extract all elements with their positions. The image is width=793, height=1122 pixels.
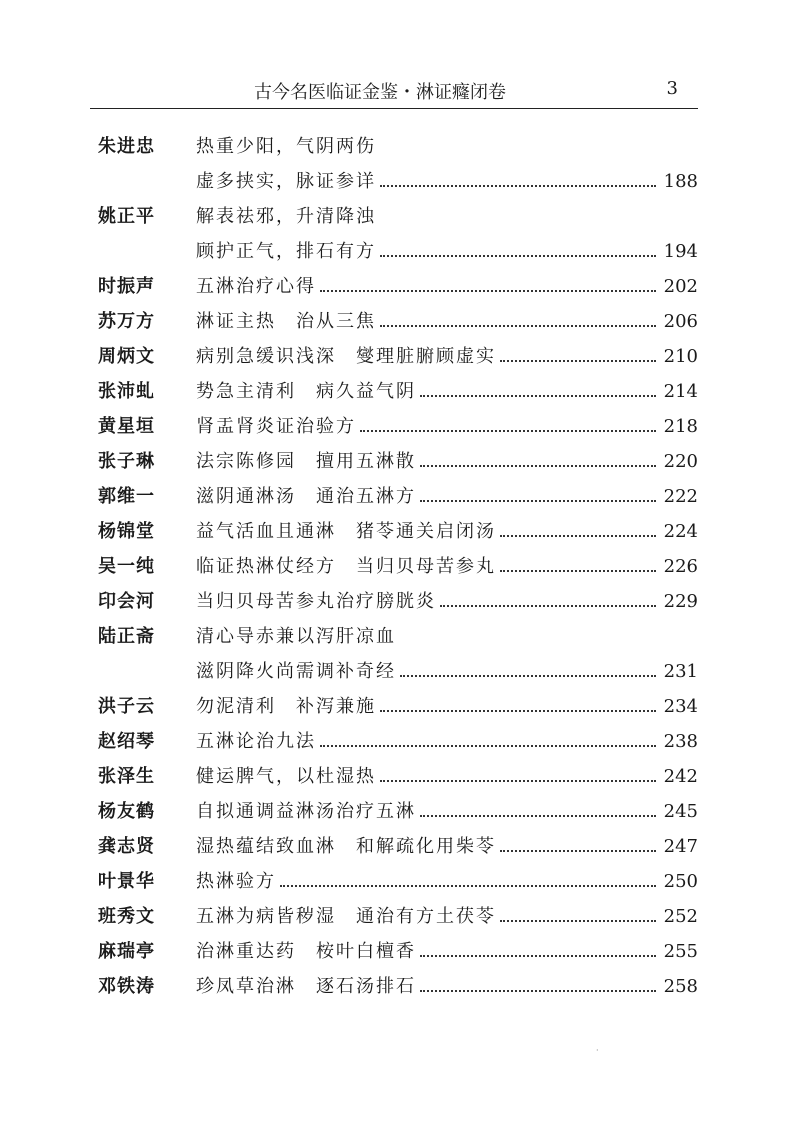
toc-line [98,968,698,1003]
toc-title: 益气活血且通淋 猪苓通关启闭汤 [196,521,496,542]
toc-leader-dots [420,990,656,992]
toc-entry [98,898,698,933]
toc-page-number: 242 [663,766,698,787]
toc-title: 珍凤草治淋 逐石汤排石 [196,976,416,997]
toc-author: 杨友鹤 [98,801,155,822]
toc-page-number: 238 [663,731,698,752]
toc-title-row [196,867,698,893]
toc-title-row [196,272,698,298]
toc-leader-dots [500,920,656,922]
toc-entry [98,618,698,688]
toc-author: 赵绍琴 [98,731,155,752]
toc-page-number: 250 [663,871,698,892]
toc-entry [98,478,698,513]
toc-entry [98,793,698,828]
toc-title-row [196,167,698,193]
toc-entry [98,128,698,198]
toc-author: 时振声 [98,276,155,297]
toc-leader-dots [380,325,656,327]
toc-page-number: 234 [663,696,698,717]
toc-title: 滋阴通淋汤 通治五淋方 [196,486,416,507]
toc-author: 周炳文 [98,346,155,367]
toc-author: 麻瑞亭 [98,941,155,962]
toc-entry [98,408,698,443]
toc-entry [98,863,698,898]
toc-entry [98,968,698,1003]
toc-title-row [196,447,698,473]
toc-author: 张沛虬 [98,381,155,402]
toc-page-number: 258 [663,976,698,997]
toc-page-number: 229 [663,591,698,612]
toc-author: 朱进忠 [98,136,155,157]
toc-page-number: 231 [663,661,698,682]
toc-leader-dots [420,815,656,817]
toc-title-row [196,202,698,228]
toc-author: 苏万方 [98,311,155,332]
toc-title: 五淋为病皆秽湿 通治有方土茯苓 [196,906,496,927]
toc-leader-dots [500,360,656,362]
toc-title-row [196,692,698,718]
toc-title-row [196,762,698,788]
toc-leader-dots [420,465,656,467]
table-of-contents [98,128,698,1003]
toc-line [98,233,698,268]
toc-line [98,443,698,478]
toc-title-row [196,622,698,648]
toc-title: 湿热蕴结致血淋 和解疏化用柴苓 [196,836,496,857]
toc-entry [98,513,698,548]
toc-page-number: 247 [663,836,698,857]
toc-leader-dots [360,430,656,432]
toc-title-row [196,377,698,403]
toc-leader-dots [380,710,656,712]
toc-page-number: 188 [663,171,698,192]
toc-author: 吴一纯 [98,556,155,577]
toc-page-number: 224 [663,521,698,542]
toc-leader-dots [380,255,656,257]
toc-entry [98,933,698,968]
toc-line [98,198,698,233]
toc-line [98,828,698,863]
toc-title: 解表祛邪，升清降浊 [196,206,376,227]
toc-title-row [196,972,698,998]
toc-entry [98,338,698,373]
toc-entry [98,583,698,618]
toc-line [98,128,698,163]
toc-leader-dots [440,605,656,607]
toc-author: 邓铁涛 [98,976,155,997]
toc-title: 病别急缓识浅深 燮理脏腑顾虚实 [196,346,496,367]
toc-entry [98,828,698,863]
toc-entry [98,443,698,478]
running-header [90,72,710,108]
toc-title: 清心导赤兼以泻肝凉血 [196,626,396,647]
toc-title-row [196,132,698,158]
toc-title: 淋证主热 治从三焦 [196,311,376,332]
toc-title-row [196,517,698,543]
toc-title-row [196,832,698,858]
toc-title-row [196,552,698,578]
toc-leader-dots [280,885,656,887]
toc-title-row [196,482,698,508]
toc-line [98,863,698,898]
toc-author: 杨锦堂 [98,521,155,542]
toc-page-number: 218 [663,416,698,437]
toc-leader-dots [500,535,656,537]
toc-title: 治淋重达药 桉叶白檀香 [196,941,416,962]
toc-line [98,373,698,408]
toc-page-number: 245 [663,801,698,822]
toc-leader-dots [500,570,656,572]
toc-page-number: 226 [663,556,698,577]
toc-line [98,618,698,653]
toc-line [98,268,698,303]
toc-line [98,408,698,443]
toc-author: 张子琳 [98,451,155,472]
toc-title-row [196,727,698,753]
toc-page-number: 252 [663,906,698,927]
toc-leader-dots [380,185,656,187]
toc-title: 临证热淋仗经方 当归贝母苦参丸 [196,556,496,577]
toc-line [98,933,698,968]
toc-title: 法宗陈修园 擅用五淋散 [196,451,416,472]
toc-author: 班秀文 [98,906,155,927]
toc-page-number: 214 [663,381,698,402]
toc-entry [98,373,698,408]
toc-page-number: 206 [663,311,698,332]
toc-title: 热重少阳，气阴两伤 [196,136,376,157]
toc-title-row [196,307,698,333]
toc-title: 热淋验方 [196,871,276,892]
toc-title: 势急主清利 病久益气阴 [196,381,416,402]
page-speck: · [596,1046,599,1055]
toc-line [98,898,698,933]
toc-leader-dots [500,850,656,852]
toc-title-row [196,657,698,683]
toc-title-row [196,902,698,928]
toc-title: 滋阴降火尚需调补奇经 [196,661,396,682]
toc-line [98,793,698,828]
toc-title-row [196,937,698,963]
toc-leader-dots [320,290,656,292]
toc-line [98,653,698,688]
toc-page-number: 220 [663,451,698,472]
toc-author: 叶景华 [98,871,155,892]
toc-author: 黄星垣 [98,416,155,437]
toc-leader-dots [420,395,656,397]
toc-title: 健运脾气，以杜湿热 [196,766,376,787]
toc-entry [98,723,698,758]
toc-title-row [196,237,698,263]
toc-author: 郭维一 [98,486,155,507]
toc-line [98,548,698,583]
toc-line [98,478,698,513]
toc-entry [98,758,698,793]
toc-page-number: 194 [663,241,698,262]
toc-title: 五淋论治九法 [196,731,316,752]
toc-author: 印会河 [98,591,155,612]
toc-title-row [196,412,698,438]
toc-entry [98,688,698,723]
toc-line [98,758,698,793]
toc-title-row [196,587,698,613]
toc-line [98,303,698,338]
toc-title: 顾护正气，排石有方 [196,241,376,262]
toc-page-number: 255 [663,941,698,962]
toc-leader-dots [320,745,656,747]
toc-title: 勿泥清利 补泻兼施 [196,696,376,717]
toc-line [98,723,698,758]
toc-author: 姚正平 [98,206,155,227]
toc-entry [98,548,698,583]
toc-page-number: 222 [663,486,698,507]
toc-entry [98,303,698,338]
toc-leader-dots [380,780,656,782]
toc-line [98,338,698,373]
header-page-number: 3 [666,78,678,99]
header-rule [90,108,698,109]
toc-leader-dots [420,955,656,957]
toc-title-row [196,342,698,368]
toc-line [98,688,698,723]
toc-line [98,583,698,618]
toc-author: 张泽生 [98,766,155,787]
toc-title: 当归贝母苦参丸治疗膀胱炎 [196,591,436,612]
toc-line [98,163,698,198]
toc-title: 自拟通调益淋汤治疗五淋 [196,801,416,822]
toc-line [98,513,698,548]
toc-page-number: 210 [663,346,698,367]
toc-title: 五淋治疗心得 [196,276,316,297]
toc-title: 虚多挟实，脉证参详 [196,171,376,192]
toc-author: 龚志贤 [98,836,155,857]
toc-leader-dots [400,675,656,677]
toc-leader-dots [420,500,656,502]
toc-entry [98,268,698,303]
toc-title-row [196,797,698,823]
toc-author: 陆正斋 [98,626,155,647]
toc-author: 洪子云 [98,696,155,717]
toc-page-number: 202 [663,276,698,297]
toc-title: 肾盂肾炎证治验方 [196,416,356,437]
toc-entry [98,198,698,268]
header-title: 古今名医临证金鉴・淋证癃闭卷 [254,82,506,103]
